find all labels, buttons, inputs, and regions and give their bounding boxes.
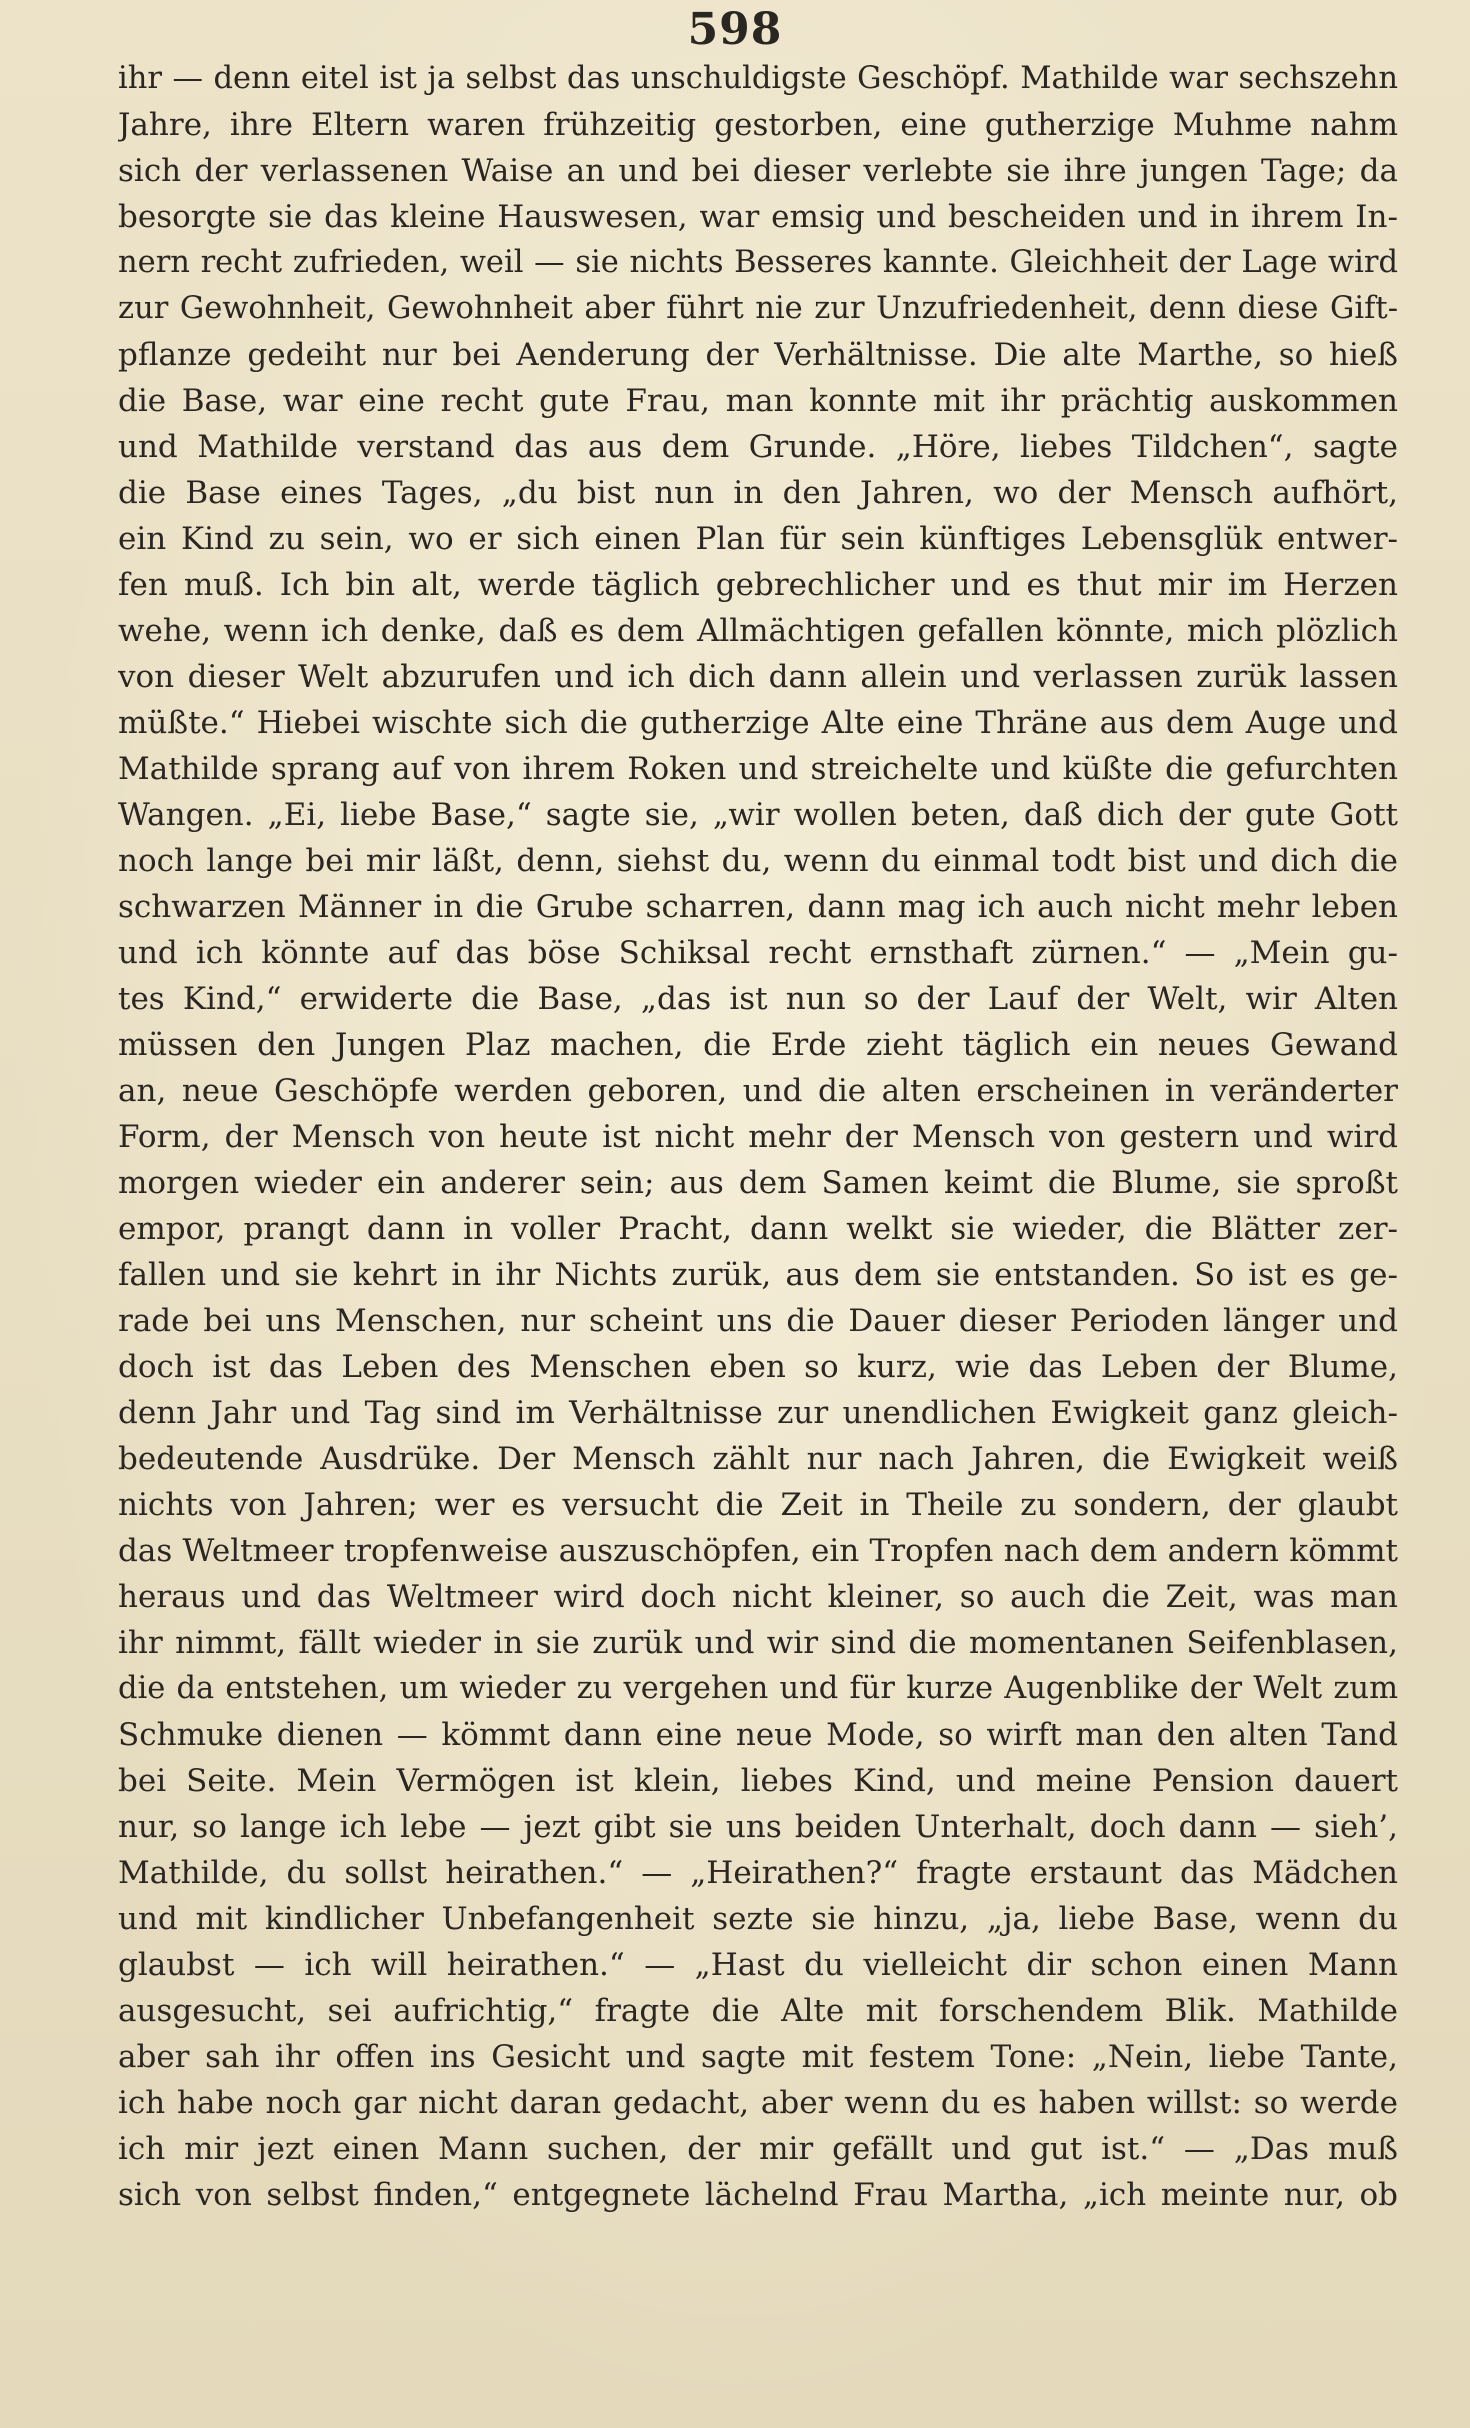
text-line: ihr nimmt, fällt wieder in sie zurük und wir sind die momentanen Seifenblasen, [118, 1625, 1398, 1661]
text-line: morgen wieder ein anderer sein; aus dem Samen keimt die Blume, sie sproßt [118, 1165, 1398, 1201]
text-line: ein Kind zu sein, wo er sich einen Plan für sein künftiges Lebensglük entwer- [118, 521, 1398, 557]
text-line: denn Jahr und Tag sind im Verhältnisse zur unendlichen Ewigkeit ganz gleich- [118, 1395, 1398, 1431]
body-text [118, 56, 1398, 2218]
text-line: fallen und sie kehrt in ihr Nichts zurük, aus dem sie entstanden. So ist es ge- [118, 1257, 1398, 1293]
text-line: glaubst — ich will heirathen.“ — „Hast du vielleicht dir schon einen Mann [118, 1947, 1398, 1983]
text-line: empor, prangt dann in voller Pracht, dann welkt sie wieder, die Blätter zer- [118, 1211, 1398, 1247]
text-line: die da entstehen, um wieder zu vergehen und für kurze Augenblike der Welt zum [118, 1671, 1398, 1706]
text-line: fen muß. Ich bin alt, werde täglich gebrechlicher und es thut mir im Herzen [118, 567, 1398, 603]
text-line: ihr — denn eitel ist ja selbst das unschuldigste Geschöpf. Mathilde war sechszehn [118, 61, 1398, 96]
text-line: bedeutende Ausdrüke. Der Mensch zählt nur nach Jahren, die Ewigkeit weiß [118, 1441, 1398, 1477]
text-line: bei Seite. Mein Vermögen ist klein, liebes Kind, und meine Pension dauert [118, 1763, 1398, 1799]
text-line: nur, so lange ich lebe — jezt gibt sie uns beiden Unterhalt, doch dann — sieh’, [118, 1809, 1398, 1845]
text-line: und mit kindlicher Unbefangenheit sezte sie hinzu, „ja, liebe Base, wenn du [118, 1901, 1398, 1937]
text-line: ich habe noch gar nicht daran gedacht, aber wenn du es haben willst: so werde [118, 2085, 1398, 2121]
text-line: müßte.“ Hiebei wischte sich die gutherzige Alte eine Thräne aus dem Auge und [118, 705, 1398, 741]
text-line: noch lange bei mir läßt, denn, siehst du, wenn du einmal todt bist und dich die [118, 843, 1398, 879]
text-line: Schmuke dienen — kömmt dann eine neue Mode, so wirft man den alten Tand [118, 1717, 1398, 1753]
text-line: nichts von Jahren; wer es versucht die Zeit in Theile zu sondern, der glaubt [118, 1487, 1398, 1523]
text-line: und ich könnte auf das böse Schiksal recht ernsthaft zürnen.“ — „Mein gu- [118, 935, 1398, 971]
text-line: tes Kind,“ erwiderte die Base, „das ist nun so der Lauf der Welt, wir Alten [118, 981, 1398, 1017]
text-line: müssen den Jungen Plaz machen, die Erde zieht täglich ein neues Gewand [118, 1027, 1398, 1063]
text-line: zur Gewohnheit, Gewohnheit aber führt nie zur Unzufriedenheit, denn diese Gift- [118, 291, 1398, 326]
text-line: Jahre, ihre Eltern waren frühzeitig gestorben, eine gutherzige Muhme nahm [118, 107, 1398, 143]
text-line: heraus und das Weltmeer wird doch nicht kleiner, so auch die Zeit, was man [118, 1579, 1398, 1615]
text-line: schwarzen Männer in die Grube scharren, dann mag ich auch nicht mehr leben [118, 889, 1398, 925]
text-line: an, neue Geschöpfe werden geboren, und die alten erscheinen in veränderter [118, 1073, 1398, 1109]
text-line: wehe, wenn ich denke, daß es dem Allmächtigen gefallen könnte, mich plözlich [118, 613, 1398, 649]
text-line: von dieser Welt abzurufen und ich dich dann allein und verlassen zurük lassen [118, 659, 1398, 695]
text-line: rade bei uns Menschen, nur scheint uns die Dauer dieser Perioden länger und [118, 1303, 1398, 1339]
text-line: und Mathilde verstand das aus dem Grunde. „Höre, liebes Tildchen“, sagte [118, 429, 1398, 465]
text-line: Form, der Mensch von heute ist nicht mehr der Mensch von gestern und wird [118, 1119, 1398, 1155]
text-line: sich von selbst finden,“ entgegnete lächelnd Frau Martha, „ich meinte nur, ob [118, 2177, 1398, 2213]
text-line: die Base eines Tages, „du bist nun in den Jahren, wo der Mensch aufhört, [118, 475, 1398, 511]
text-line: Mathilde sprang auf von ihrem Roken und streichelte und küßte die gefurchten [118, 751, 1398, 787]
text-line: Wangen. „Ei, liebe Base,“ sagte sie, „wir wollen beten, daß dich der gute Gott [118, 797, 1398, 833]
text-line: doch ist das Leben des Menschen eben so kurz, wie das Leben der Blume, [118, 1349, 1398, 1385]
text-line: das Weltmeer tropfenweise auszuschöpfen, ein Tropfen nach dem andern kömmt [118, 1533, 1398, 1569]
text-line: ich mir jezt einen Mann suchen, der mir gefällt und gut ist.“ — „Das muß [118, 2131, 1398, 2167]
text-line: aber sah ihr offen ins Gesicht und sagte mit festem Tone: „Nein, liebe Tante, [118, 2039, 1398, 2075]
page-number: 598 [687, 4, 783, 55]
text-line: besorgte sie das kleine Hauswesen, war emsig und bescheiden und in ihrem In- [118, 199, 1398, 235]
text-line: sich der verlassenen Waise an und bei dieser verlebte sie ihre jungen Tage; da [118, 153, 1398, 189]
text-line: nern recht zufrieden, weil — sie nichts Besseres kannte. Gleichheit der Lage wird [118, 245, 1398, 280]
text-line: pflanze gedeiht nur bei Aenderung der Verhältnisse. Die alte Marthe, so hieß [118, 337, 1398, 373]
text-line: Mathilde, du sollst heirathen.“ — „Heirathen?“ fragte erstaunt das Mädchen [118, 1855, 1398, 1891]
text-line: die Base, war eine recht gute Frau, man konnte mit ihr prächtig auskommen [118, 383, 1398, 419]
text-line: ausgesucht, sei aufrichtig,“ fragte die Alte mit forschendem Blik. Mathilde [118, 1993, 1398, 2029]
